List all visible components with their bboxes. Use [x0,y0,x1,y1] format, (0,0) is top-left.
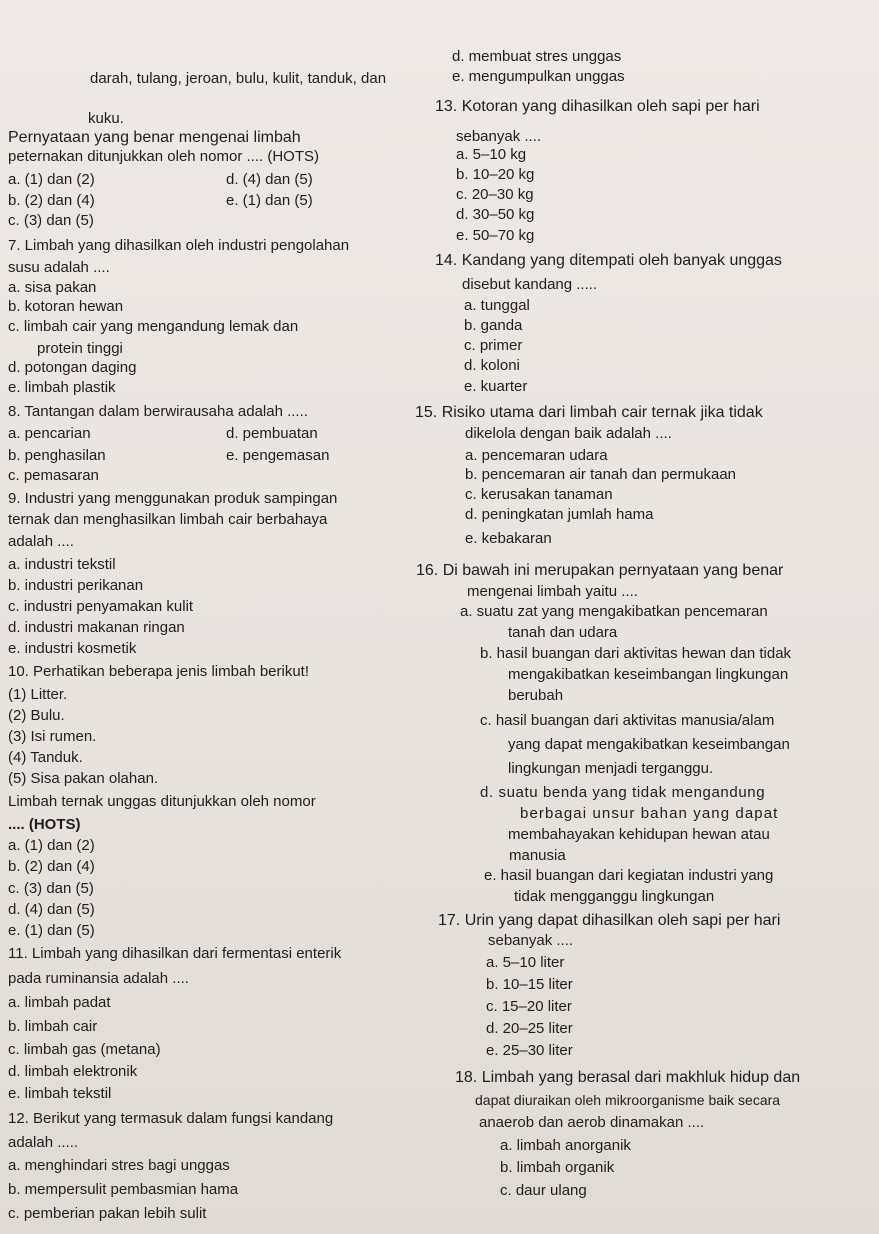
question-16-option: d. suatu benda yang tidak mengandung [480,784,766,801]
question-7-option: b. kotoran hewan [8,298,124,315]
question-12-option: c. pemberian pakan lebih sulit [8,1205,207,1222]
question-12-option: a. menghindari stres bagi unggas [8,1157,230,1174]
question-16-option: e. hasil buangan dari kegiatan industri yang [484,867,774,884]
question-8-option: a. pencarian [8,425,91,442]
question-16-option: yang dapat mengakibatkan keseimbangan [508,736,790,753]
question-14-option: d. koloni [464,357,520,374]
question-9-stem: ternak dan menghasilkan limbah cair berbahaya [8,511,328,528]
question-16-option: mengakibatkan keseimbangan lingkungan [508,666,789,683]
question-10-stem: 10. Perhatikan beberapa jenis limbah berikut! [8,663,310,680]
question-9-option: d. industri makanan ringan [8,619,185,636]
question-16-stem: 16. Di bawah ini merupakan pernyataan yang benar [416,562,784,579]
question-9-option: c. industri penyamakan kulit [8,598,194,615]
question-10-item: (1) Litter. [8,686,68,703]
question-7-stem: 7. Limbah yang dihasilkan oleh industri pengolahan [8,237,350,254]
question-16-option: berubah [508,687,564,704]
q6-option: a. (1) dan (2) [8,171,95,188]
question-14-stem: disebut kandang ..... [462,276,598,293]
question-15-option: e. kebakaran [465,530,552,547]
question-14-option: a. tunggal [464,297,530,314]
question-12-option: b. mempersulit pembasmian hama [8,1181,239,1198]
question-8-option: c. pemasaran [8,467,99,484]
question-16-option: tanah dan udara [508,624,618,641]
question-15-option: d. peningkatan jumlah hama [465,506,654,523]
question-17-option: c. 15–20 liter [486,998,572,1015]
q6-tail-line: kuku. [88,110,124,127]
question-11-stem: 11. Limbah yang dihasilkan dari fermentasi enterik [8,945,342,962]
q6-option: d. (4) dan (5) [226,171,313,188]
right-column [415,0,879,1234]
question-16-option: membahayakan kehidupan hewan atau [508,826,770,843]
question-13-option: c. 20–30 kg [456,186,534,203]
question-7-stem: susu adalah .... [8,259,110,276]
question-10-option: c. (3) dan (5) [8,880,94,897]
question-17-stem: 17. Urin yang dapat dihasilkan oleh sapi per hari [438,912,781,929]
question-10-item: (4) Tanduk. [8,749,83,766]
question-15-option: b. pencemaran air tanah dan permukaan [465,466,737,483]
question-16-option: a. suatu zat yang mengakibatkan pencemaran [460,603,768,620]
question-10-option: e. (1) dan (5) [8,922,95,939]
question-10-option: b. (2) dan (4) [8,858,95,875]
question-14-option: c. primer [464,337,523,354]
q6-option: e. (1) dan (5) [226,192,313,209]
question-15-stem: 15. Risiko utama dari limbah cair ternak jika tidak [415,404,763,421]
question-10-option: a. (1) dan (2) [8,837,95,854]
question-18-option: c. daur ulang [500,1182,587,1199]
question-16-option: c. hasil buangan dari aktivitas manusia/alam [480,712,775,729]
question-7-option: e. limbah plastik [8,379,116,396]
question-11-option: c. limbah gas (metana) [8,1041,161,1058]
question-8-option: d. pembuatan [226,425,318,442]
question-10-prompt: Limbah ternak unggas ditunjukkan oleh nomor [8,793,316,810]
q6-stem-line: Pernyataan yang benar mengenai limbah [8,129,301,146]
question-7-option: a. sisa pakan [8,279,97,296]
question-12-stem: adalah ..... [8,1134,79,1151]
question-13-stem: sebanyak .... [456,128,542,145]
question-11-option: e. limbah tekstil [8,1085,112,1102]
question-13-option: d. 30–50 kg [456,206,535,223]
question-14-option: e. kuarter [464,378,528,395]
question-17-option: a. 5–10 liter [486,954,565,971]
question-18-stem: dapat diuraikan oleh mikroorganisme baik secara [475,1092,781,1108]
question-14-stem: 14. Kandang yang ditempati oleh banyak unggas [435,252,782,269]
q6-option: d. membuat stres unggas [452,48,622,65]
question-13-option: e. 50–70 kg [456,227,535,244]
question-9-option: e. industri kosmetik [8,640,137,657]
question-17-stem: sebanyak .... [488,932,574,949]
question-9-stem: 9. Industri yang menggunakan produk sampingan [8,490,338,507]
question-11-stem: pada ruminansia adalah .... [8,970,189,987]
question-14-option: b. ganda [464,317,523,334]
question-16-option: tidak mengganggu lingkungan [514,888,715,905]
question-10-item: (3) Isi rumen. [8,728,97,745]
question-13-option: b. 10–20 kg [456,166,535,183]
question-10-prompt: .... (HOTS) [8,816,81,833]
question-15-option: c. kerusakan tanaman [465,486,613,503]
question-17-option: e. 25–30 liter [486,1042,573,1059]
question-16-stem: mengenai limbah yaitu .... [467,583,638,600]
question-16-option: b. hasil buangan dari aktivitas hewan dan tidak [480,645,792,662]
question-8-option: b. penghasilan [8,447,106,464]
question-9-option: b. industri perikanan [8,577,144,594]
question-17-option: d. 20–25 liter [486,1020,573,1037]
question-15-option: a. pencemaran udara [465,447,608,464]
question-11-option: d. limbah elektronik [8,1063,138,1080]
question-17-option: b. 10–15 liter [486,976,573,993]
question-10-item: (2) Bulu. [8,707,65,724]
question-15-stem: dikelola dengan baik adalah .... [465,425,672,442]
q6-option: c. (3) dan (5) [8,212,94,229]
question-7-option: protein tinggi [37,340,123,357]
question-8-stem: 8. Tantangan dalam berwirausaha adalah ..... [8,403,308,420]
question-9-stem: adalah .... [8,533,74,550]
question-7-option: d. potongan daging [8,359,137,376]
question-11-option: b. limbah cair [8,1018,98,1035]
question-18-option: b. limbah organik [500,1159,615,1176]
question-13-option: a. 5–10 kg [456,146,527,163]
question-16-option: manusia [509,847,566,864]
question-16-option: berbagai unsur bahan yang dapat [520,805,779,822]
question-9-option: a. industri tekstil [8,556,116,573]
question-10-item: (5) Sisa pakan olahan. [8,770,159,787]
question-18-stem: anaerob dan aerob dinamakan .... [479,1114,705,1131]
q6-option: b. (2) dan (4) [8,192,95,209]
question-11-option: a. limbah padat [8,994,111,1011]
question-18-stem: 18. Limbah yang berasal dari makhluk hidup dan [455,1069,801,1086]
q6-option: e. mengumpulkan unggas [452,68,625,85]
q6-tail-line: darah, tulang, jeroan, bulu, kulit, tanduk, dan [90,70,387,87]
question-12-stem: 12. Berikut yang termasuk dalam fungsi kandang [8,1110,334,1127]
question-16-option: lingkungan menjadi terganggu. [508,760,714,777]
question-13-stem: 13. Kotoran yang dihasilkan oleh sapi per hari [435,98,760,115]
question-7-option: c. limbah cair yang mengandung lemak dan [8,318,299,335]
question-10-option: d. (4) dan (5) [8,901,95,918]
q6-stem-line: peternakan ditunjukkan oleh nomor .... (HOTS) [8,148,319,165]
question-18-option: a. limbah anorganik [500,1137,631,1154]
question-8-option: e. pengemasan [226,447,330,464]
